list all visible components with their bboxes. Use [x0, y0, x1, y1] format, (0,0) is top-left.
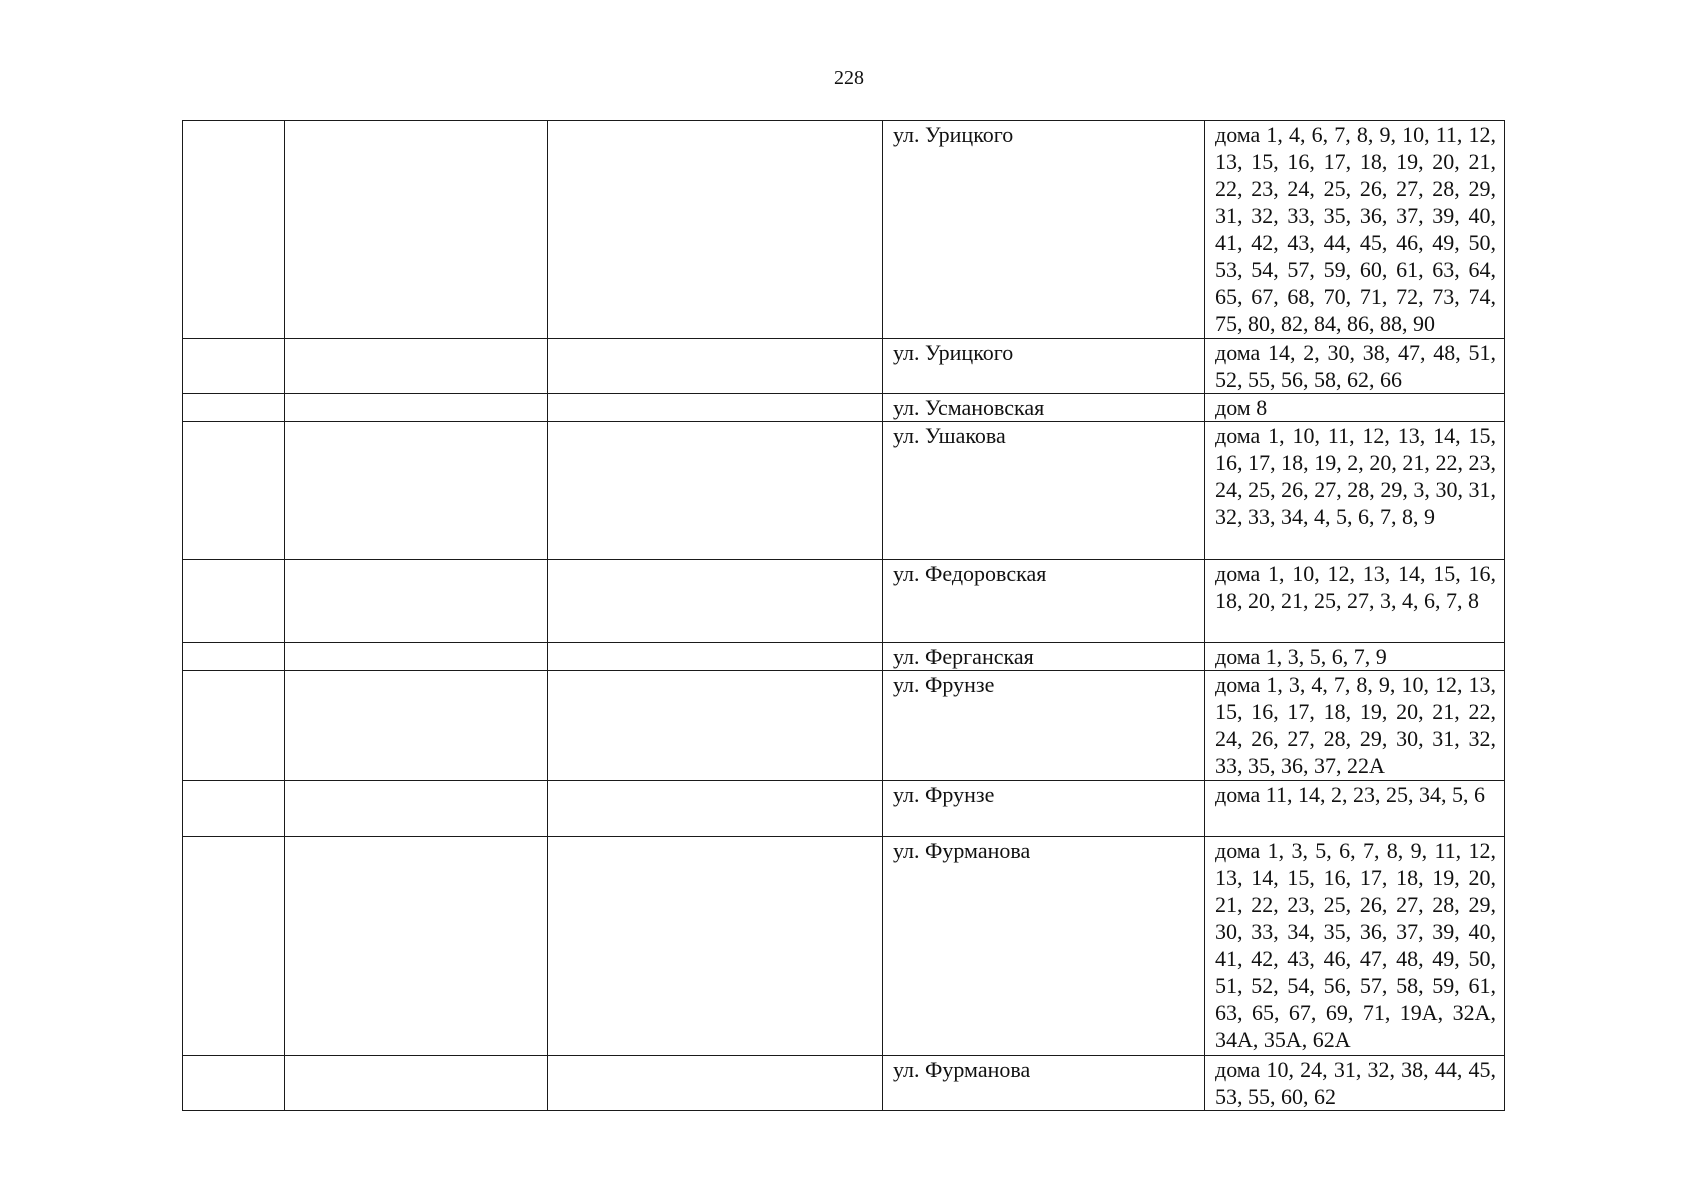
- table-row: [183, 1056, 1505, 1111]
- organization-cell: [548, 422, 883, 560]
- page-number: 228: [834, 67, 864, 89]
- street-cell: ул. Урицкого: [883, 339, 1205, 394]
- number-cell: [183, 121, 285, 339]
- houses-cell: дома 11, 14, 2, 23, 25, 34, 5, 6: [1205, 781, 1505, 837]
- houses-cell: дом 8: [1205, 394, 1505, 422]
- district-cell: [285, 781, 548, 837]
- organization-cell: [548, 671, 883, 781]
- organization-cell: [548, 560, 883, 643]
- district-cell: [285, 837, 548, 1056]
- table-row: [183, 781, 1505, 837]
- street-cell: ул. Ферганская: [883, 643, 1205, 671]
- street-cell: ул. Фурманова: [883, 1056, 1205, 1111]
- number-cell: [183, 394, 285, 422]
- number-cell: [183, 560, 285, 643]
- number-cell: [183, 643, 285, 671]
- street-cell: ул. Ушакова: [883, 422, 1205, 560]
- district-cell: [285, 394, 548, 422]
- street-cell: ул. Фрунзе: [883, 781, 1205, 837]
- houses-cell: дома 14, 2, 30, 38, 47, 48, 51, 52, 55, 56, 58, 62, 66: [1205, 339, 1505, 394]
- district-cell: [285, 643, 548, 671]
- table-row: [183, 560, 1505, 643]
- number-cell: [183, 837, 285, 1056]
- organization-cell: [548, 121, 883, 339]
- street-cell: ул. Фрунзе: [883, 671, 1205, 781]
- table-row: [183, 837, 1505, 1056]
- number-cell: [183, 339, 285, 394]
- table-row: [183, 121, 1505, 339]
- houses-cell: дома 1, 4, 6, 7, 8, 9, 10, 11, 12, 13, 15, 16, 17, 18, 19, 20, 21, 22, 23, 24, 25, 26, 27, 28, 29, 31, 32, 33, 35, 36, 37, 39, 40, 41, 42, 43, 44, 45, 46, 49, 50, 53, 54, 57, 59, 60, 61, 63, 64, 65, 67, 68, 70, 71, 72, 73, 74, 75, 80, 82, 84, 86, 88, 90: [1205, 121, 1505, 339]
- organization-cell: [548, 339, 883, 394]
- number-cell: [183, 422, 285, 560]
- organization-cell: [548, 837, 883, 1056]
- houses-cell: дома 10, 24, 31, 32, 38, 44, 45, 53, 55, 60, 62: [1205, 1056, 1505, 1111]
- table-row: [183, 643, 1505, 671]
- organization-cell: [548, 394, 883, 422]
- district-cell: [285, 422, 548, 560]
- houses-cell: дома 1, 10, 12, 13, 14, 15, 16, 18, 20, 21, 25, 27, 3, 4, 6, 7, 8: [1205, 560, 1505, 643]
- table-row: [183, 422, 1505, 560]
- district-cell: [285, 339, 548, 394]
- organization-cell: [548, 643, 883, 671]
- table-row: [183, 671, 1505, 781]
- organization-cell: [548, 1056, 883, 1111]
- street-cell: ул. Федоровская: [883, 560, 1205, 643]
- number-cell: [183, 1056, 285, 1111]
- district-cell: [285, 671, 548, 781]
- houses-cell: дома 1, 3, 5, 6, 7, 8, 9, 11, 12, 13, 14, 15, 16, 17, 18, 19, 20, 21, 22, 23, 25, 26, 27, 28, 29, 30, 33, 34, 35, 36, 37, 39, 40, 41, 42, 43, 46, 47, 48, 49, 50, 51, 52, 54, 56, 57, 58, 59, 61, 63, 65, 67, 69, 71, 19А, 32А, 34А, 35А, 62А: [1205, 837, 1505, 1056]
- houses-cell: дома 1, 10, 11, 12, 13, 14, 15, 16, 17, 18, 19, 2, 20, 21, 22, 23, 24, 25, 26, 27, 28, 29, 3, 30, 31, 32, 33, 34, 4, 5, 6, 7, 8, 9: [1205, 422, 1505, 560]
- number-cell: [183, 781, 285, 837]
- address-table: [182, 120, 1505, 1111]
- district-cell: [285, 560, 548, 643]
- street-cell: ул. Усмановская: [883, 394, 1205, 422]
- organization-cell: [548, 781, 883, 837]
- number-cell: [183, 671, 285, 781]
- table-row: [183, 339, 1505, 394]
- street-cell: ул. Урицкого: [883, 121, 1205, 339]
- district-cell: [285, 121, 548, 339]
- district-cell: [285, 1056, 548, 1111]
- houses-cell: дома 1, 3, 5, 6, 7, 9: [1205, 643, 1505, 671]
- table-row: [183, 394, 1505, 422]
- street-cell: ул. Фурманова: [883, 837, 1205, 1056]
- houses-cell: дома 1, 3, 4, 7, 8, 9, 10, 12, 13, 15, 16, 17, 18, 19, 20, 21, 22, 24, 26, 27, 28, 29, 30, 31, 32, 33, 35, 36, 37, 22А: [1205, 671, 1505, 781]
